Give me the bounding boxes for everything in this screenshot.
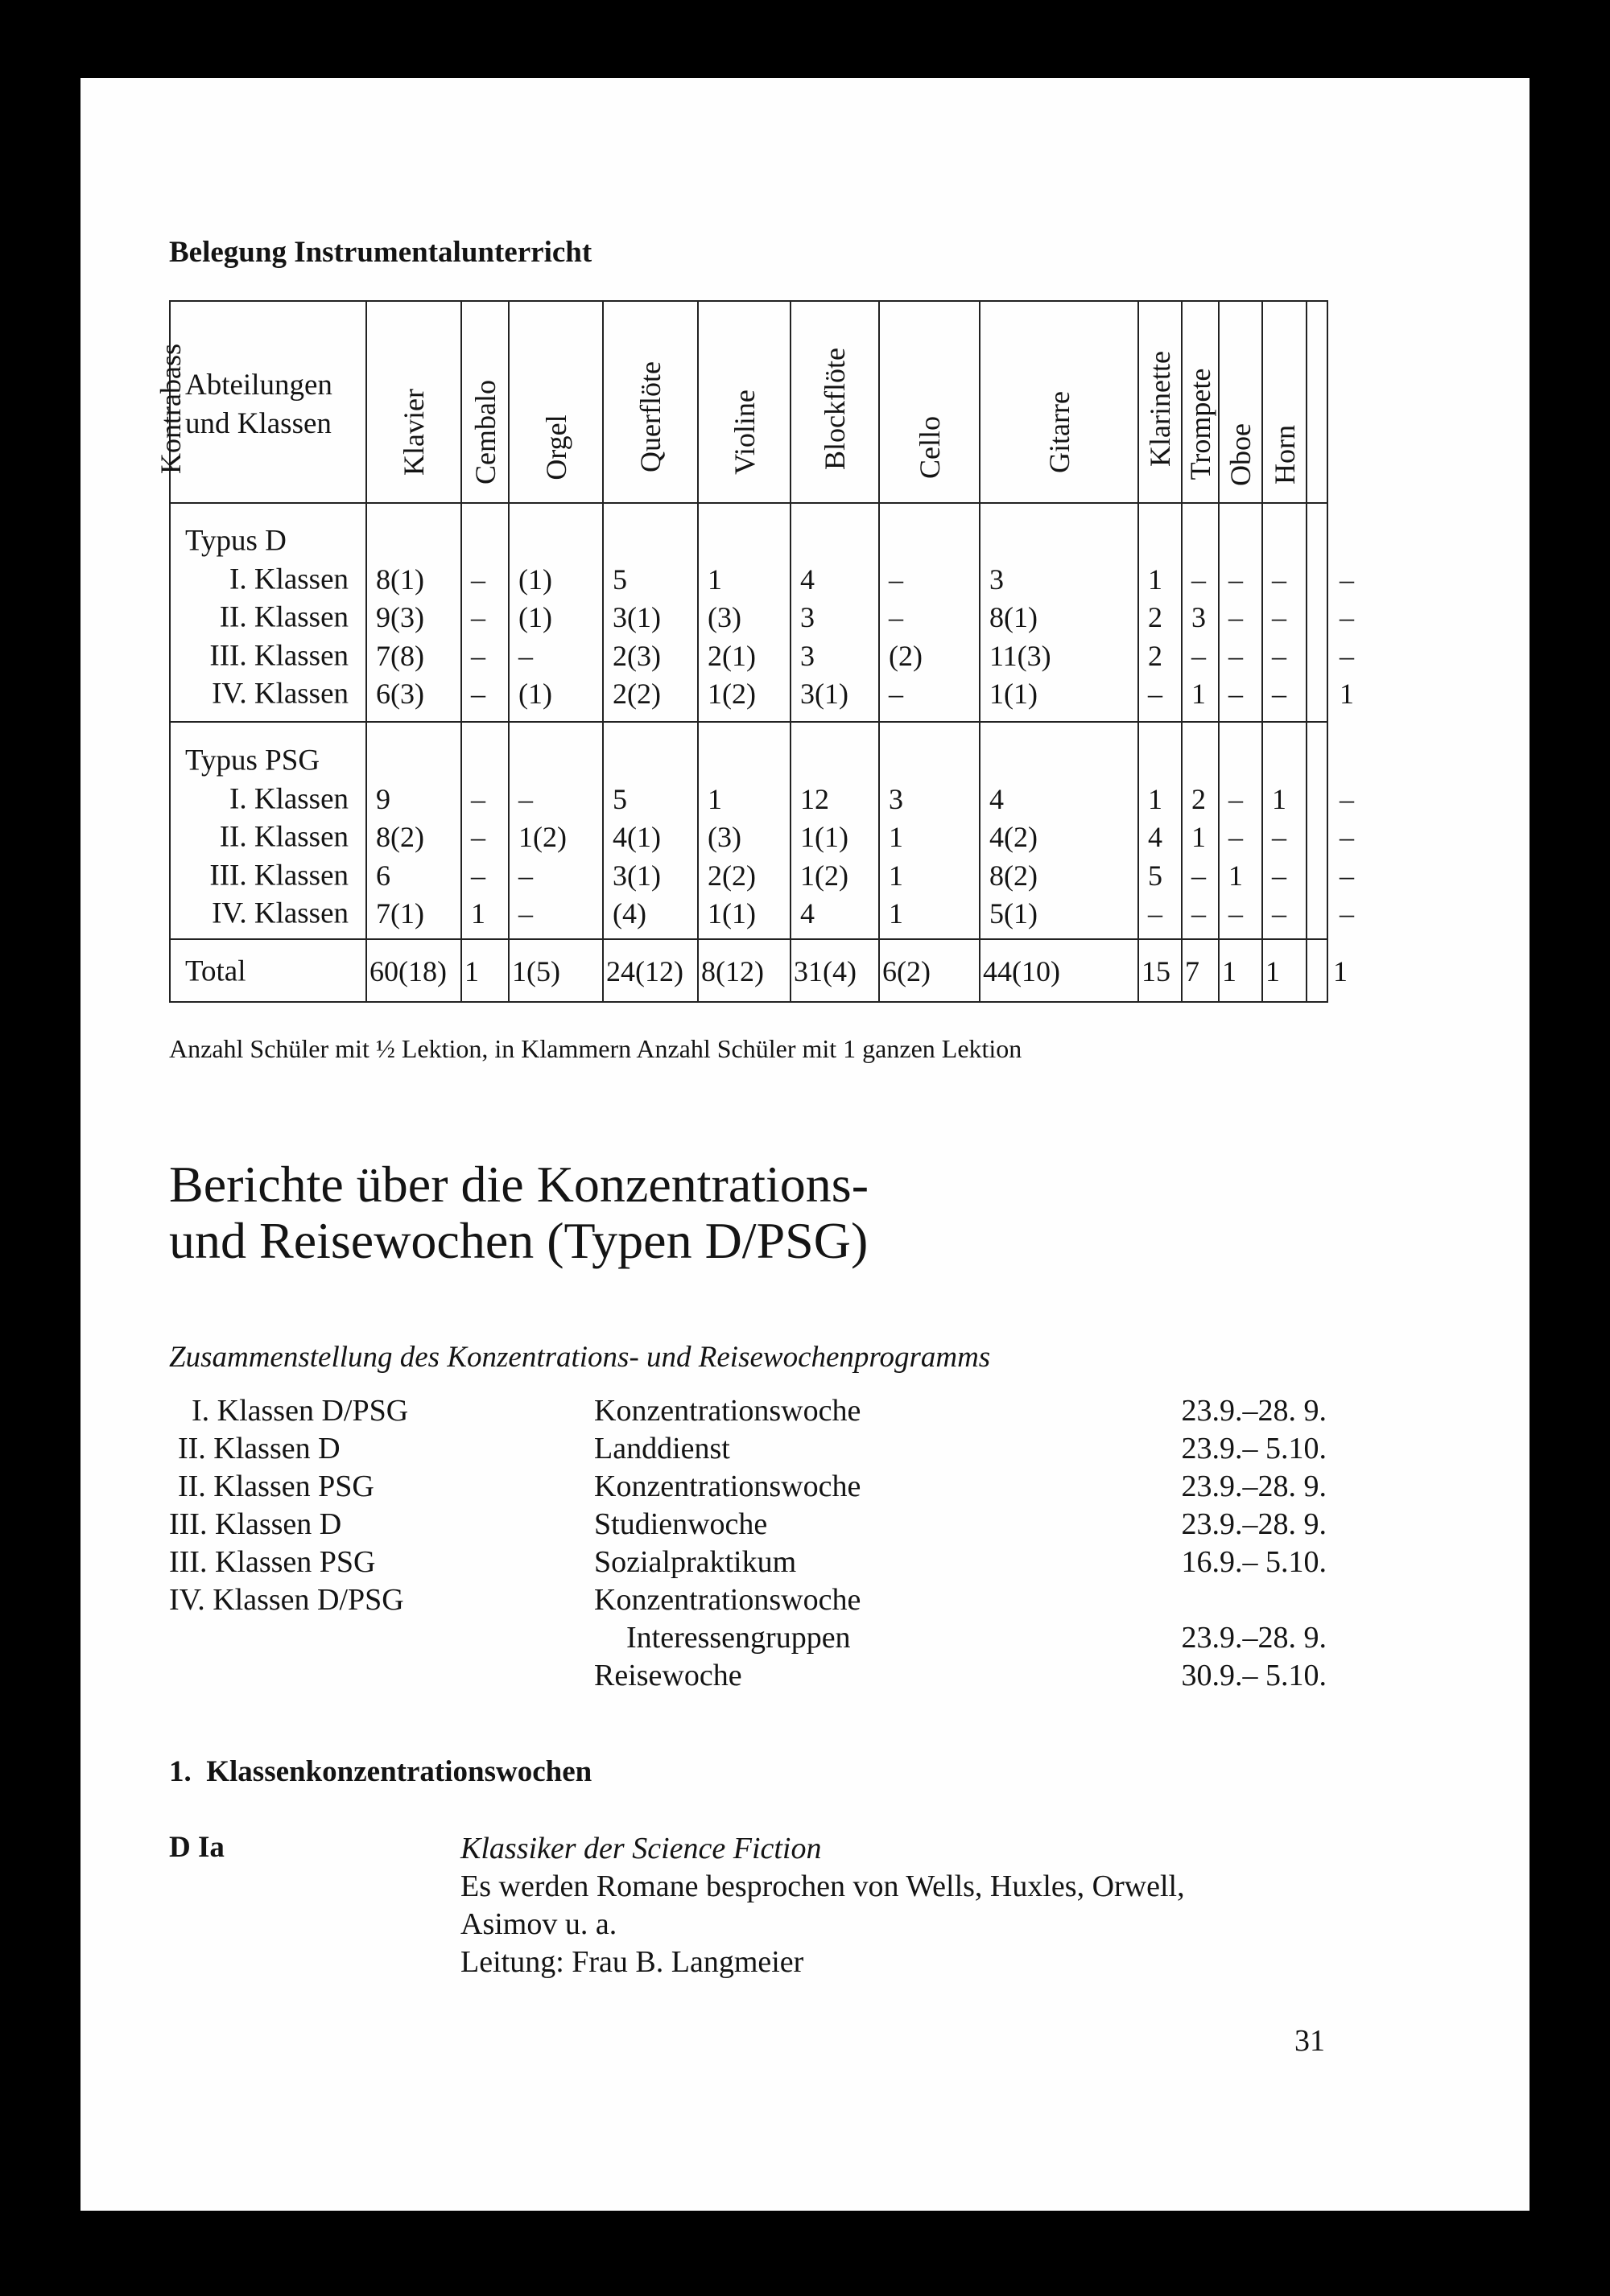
table-column-rule (979, 302, 980, 1001)
table-header-label (185, 366, 332, 443)
table-cell: 3 (800, 601, 815, 633)
total-cell: 1 (1222, 955, 1236, 987)
total-label: Total (185, 954, 246, 988)
table-cell: 5 (613, 563, 627, 596)
total-cell: 31(4) (794, 955, 857, 987)
instrument-header: Oboe (1224, 423, 1257, 486)
entry-class: D Ia (169, 1831, 225, 1864)
table-cell: (1) (518, 563, 552, 596)
table-cell: 1(1) (800, 821, 848, 853)
table-cell: 1(2) (708, 678, 756, 710)
table-cell: 4 (1148, 821, 1162, 853)
table-cell: (1) (518, 601, 552, 633)
schedule-class: II. Klassen PSG (178, 1470, 374, 1503)
table-cell: 1 (1340, 678, 1354, 710)
instrument-header: Cello (913, 415, 946, 479)
total-cell: 7 (1185, 955, 1199, 987)
row-label: II. Klassen (219, 600, 349, 634)
table-cell: 3 (889, 782, 903, 815)
instrument-header: Orgel (539, 414, 572, 480)
entry-line: Leitung: Frau B. Langmeier (460, 1945, 804, 1979)
schedule-date: 23.9.–28. 9. (1181, 1507, 1327, 1541)
table-cell: 1(2) (800, 859, 848, 892)
schedule-class: III. Klassen D (169, 1507, 342, 1541)
table-cell: – (1191, 563, 1206, 596)
table-cell: – (1340, 782, 1354, 815)
table-cell: 2 (1148, 639, 1162, 672)
table-cell: – (471, 563, 485, 596)
table-footnote: Anzahl Schüler mit ½ Lektion, in Klammern Anzahl Schüler mit 1 ganzen Lektion (169, 1034, 1022, 1063)
table-cell: 9(3) (376, 601, 424, 633)
table-cell: – (1272, 859, 1286, 892)
schedule-class: I. Klassen D/PSG (192, 1394, 409, 1428)
row-label: III. Klassen (209, 859, 349, 892)
table-row-rule (171, 721, 1327, 723)
table-cell: 9 (376, 782, 390, 815)
table-cell: – (471, 821, 485, 853)
instrument-header: Horn (1268, 425, 1301, 484)
report-heading-line: Berichte über die Konzentrations- (169, 1156, 869, 1213)
instrument-header: Klarinette (1144, 351, 1176, 467)
table-cell: 6 (376, 859, 390, 892)
table-cell: 7(8) (376, 639, 424, 672)
row-label: IV. Klassen (212, 677, 349, 711)
schedule-date: 30.9.– 5.10. (1181, 1659, 1327, 1692)
table-cell: 4(2) (989, 821, 1038, 853)
table-cell: – (1340, 601, 1354, 633)
table-cell: – (1272, 678, 1286, 710)
table-column-rule (602, 302, 604, 1001)
table-cell: – (518, 782, 533, 815)
section-heading: 1. Klassenkonzentrationswochen (169, 1755, 592, 1788)
entry-line: Es werden Romane besprochen von Wells, Huxles, Orwell, (460, 1869, 1185, 1903)
entry-line: Asimov u. a. (460, 1907, 617, 1941)
instrument-header: Gitarre (1042, 390, 1075, 473)
page-number: 31 (1294, 2024, 1325, 2058)
table-cell: – (1228, 563, 1243, 596)
schedule-program: Studienwoche (594, 1507, 768, 1541)
table-cell: 5 (613, 782, 627, 815)
report-heading (169, 1156, 869, 1269)
table-cell: – (889, 678, 903, 710)
schedule-program: Interessengruppen (626, 1621, 851, 1655)
header-label-line: und Klassen (185, 407, 332, 440)
table-column-rule (878, 302, 880, 1001)
table-column-rule (508, 302, 510, 1001)
section-title: Typus PSG (185, 744, 320, 777)
table-column-rule (1261, 302, 1263, 1001)
table-cell: 8(1) (376, 563, 424, 596)
table-cell: 1(1) (989, 678, 1038, 710)
table-cell: 4 (800, 897, 815, 930)
table-column-rule (365, 302, 367, 1001)
total-cell: 24(12) (606, 955, 683, 987)
table-cell: 1 (1272, 782, 1286, 815)
table-cell: (4) (613, 897, 646, 930)
row-label: IV. Klassen (212, 897, 349, 930)
instrument-header: Kontrabass (155, 344, 187, 474)
table-cell: 1 (708, 563, 722, 596)
schedule-program: Reisewoche (594, 1659, 742, 1692)
total-cell: 6(2) (882, 955, 931, 987)
table-column-rule (1181, 302, 1183, 1001)
table-cell: – (1272, 639, 1286, 672)
table-cell: 2(2) (613, 678, 661, 710)
table-cell: 1(2) (518, 821, 567, 853)
schedule-program: Konzentrationswoche (594, 1583, 861, 1617)
table-cell: – (1272, 821, 1286, 853)
table-cell: 4 (800, 563, 815, 596)
table-cell: – (1228, 678, 1243, 710)
total-cell: 1(5) (512, 955, 560, 987)
table-row-rule (171, 938, 1327, 940)
table-cell: 2(2) (708, 859, 756, 892)
schedule-program: Sozialpraktikum (594, 1545, 797, 1579)
table-cell: 1 (889, 897, 903, 930)
schedule-date: 16.9.– 5.10. (1181, 1545, 1327, 1579)
schedule-program: Konzentrationswoche (594, 1394, 861, 1428)
table-cell: 1 (1228, 859, 1243, 892)
table-cell: – (1148, 897, 1162, 930)
table-cell: 1 (1191, 821, 1206, 853)
table-cell: 1(1) (708, 897, 756, 930)
schedule-program: Landdienst (594, 1432, 730, 1465)
table-cell: 11(3) (989, 639, 1051, 672)
table-cell: 6(3) (376, 678, 424, 710)
schedule-date: 23.9.– 5.10. (1181, 1432, 1327, 1465)
instrument-header: Blockflöte (819, 348, 851, 470)
table-cell: 2 (1148, 601, 1162, 633)
table-cell: 1 (889, 821, 903, 853)
schedule-class: III. Klassen PSG (169, 1545, 376, 1579)
total-cell: 1 (464, 955, 479, 987)
table-cell: – (1228, 782, 1243, 815)
table-cell: – (518, 859, 533, 892)
table-cell: – (1148, 678, 1162, 710)
table-cell: 3(1) (800, 678, 848, 710)
instrument-header: Querflöte (634, 361, 667, 472)
table-column-rule (697, 302, 699, 1001)
schedule-date: 23.9.–28. 9. (1181, 1394, 1327, 1428)
table-cell: 7(1) (376, 897, 424, 930)
table-cell: 12 (800, 782, 829, 815)
table-cell: – (1272, 601, 1286, 633)
table-column-rule (1218, 302, 1220, 1001)
table-cell: – (471, 601, 485, 633)
total-cell: 1 (1333, 955, 1348, 987)
schedule-class: II. Klassen D (178, 1432, 341, 1465)
table-cell: 3 (989, 563, 1004, 596)
header-label-line: Abteilungen (185, 369, 332, 402)
schedule-date: 23.9.–28. 9. (1181, 1470, 1327, 1503)
instrument-table (155, 300, 1354, 1003)
table-cell: 5 (1148, 859, 1162, 892)
table-cell: 2(1) (708, 639, 756, 672)
total-cell: 8(12) (701, 955, 764, 987)
section-title: Typus D (185, 524, 287, 558)
table-cell: – (1272, 563, 1286, 596)
table-cell: (3) (708, 821, 741, 853)
table-cell: – (1272, 897, 1286, 930)
table-cell: – (471, 859, 485, 892)
table-cell: 3(1) (613, 601, 661, 633)
table-cell: – (1340, 563, 1354, 596)
table-cell: 1 (471, 897, 485, 930)
table-cell: 3(1) (613, 859, 661, 892)
table-cell: – (1228, 897, 1243, 930)
table-column-rule (460, 302, 462, 1001)
table-cell: 1 (708, 782, 722, 815)
table-cell: (1) (518, 678, 552, 710)
table-cell: – (1340, 897, 1354, 930)
table-column-rule (1306, 302, 1307, 1001)
table-cell: – (1340, 639, 1354, 672)
table-cell: – (471, 782, 485, 815)
table-title: Belegung Instrumentalunterricht (169, 236, 592, 269)
table-cell: 1 (1148, 782, 1162, 815)
table-cell: – (518, 639, 533, 672)
total-cell: 1 (1265, 955, 1280, 987)
report-heading-line: und Reisewochen (Typen D/PSG) (169, 1212, 869, 1269)
entry-body (460, 1830, 1185, 1981)
table-column-rule (790, 302, 791, 1001)
table-cell: 3 (1191, 601, 1206, 633)
table-cell: – (471, 678, 485, 710)
instrument-header: Violine (728, 389, 761, 475)
schedule-subheading: Zusammenstellung des Konzentrations- und Reisewochenprogramms (169, 1341, 991, 1374)
table-cell: 8(1) (989, 601, 1038, 633)
table-cell: – (471, 639, 485, 672)
table-cell: – (1340, 821, 1354, 853)
table-cell: – (889, 601, 903, 633)
instrument-header: Cembalo (469, 379, 502, 484)
table-cell: 1 (1148, 563, 1162, 596)
table-cell: 8(2) (989, 859, 1038, 892)
table-cell: 5(1) (989, 897, 1038, 930)
table-cell: – (518, 897, 533, 930)
row-label: II. Klassen (219, 820, 349, 854)
table-row-rule (171, 502, 1327, 504)
row-label: III. Klassen (209, 639, 349, 672)
table-cell: 1 (889, 859, 903, 892)
table-cell: – (1228, 821, 1243, 853)
instrument-header: Trompete (1184, 368, 1216, 480)
table-cell: 8(2) (376, 821, 424, 853)
schedule-date: 23.9.–28. 9. (1181, 1621, 1327, 1655)
table-cell: – (1191, 859, 1206, 892)
row-label: I. Klassen (229, 782, 349, 815)
total-cell: 15 (1141, 955, 1170, 987)
document-page (80, 78, 1530, 2211)
schedule-class: IV. Klassen D/PSG (169, 1583, 404, 1617)
entry-title: Klassiker der Science Fiction (460, 1832, 822, 1865)
table-cell: (3) (708, 601, 741, 633)
table-cell: 4 (989, 782, 1004, 815)
table-cell: – (1191, 897, 1206, 930)
schedule-program: Konzentrationswoche (594, 1470, 861, 1503)
table-cell: – (1228, 601, 1243, 633)
total-cell: 44(10) (983, 955, 1060, 987)
table-cell: – (1191, 639, 1206, 672)
table-cell: 3 (800, 639, 815, 672)
table-cell: 1 (1191, 678, 1206, 710)
table-cell: 4(1) (613, 821, 661, 853)
total-cell: 60(18) (369, 955, 447, 987)
table-cell: (2) (889, 639, 923, 672)
row-label: I. Klassen (229, 563, 349, 596)
table-cell: 2 (1191, 782, 1206, 815)
table-cell: 2(3) (613, 639, 661, 672)
table-cell: – (889, 563, 903, 596)
table-cell: – (1228, 639, 1243, 672)
table-cell: – (1340, 859, 1354, 892)
table-column-rule (1137, 302, 1139, 1001)
instrument-header: Klavier (398, 388, 430, 476)
